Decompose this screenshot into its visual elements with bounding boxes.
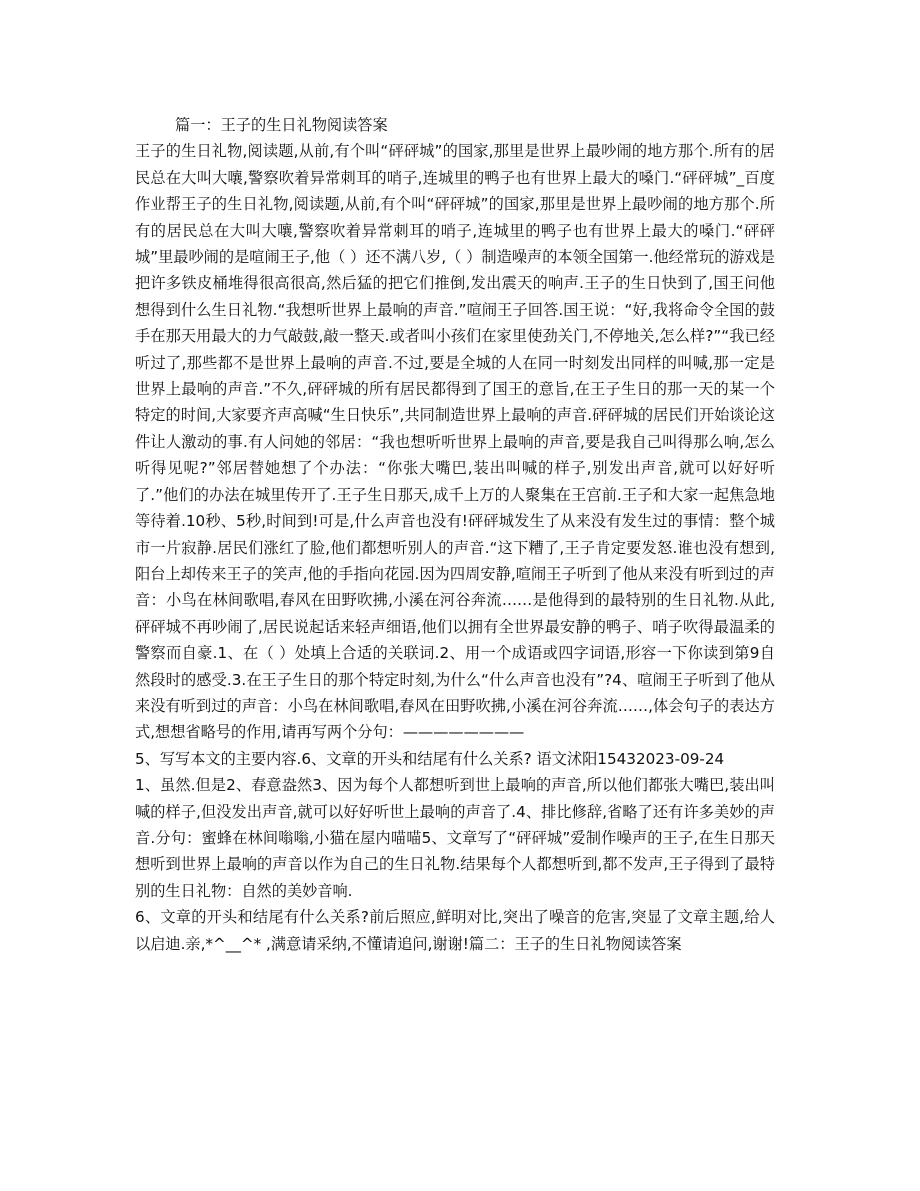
document-heading: 篇一：王子的生日礼物阅读答案 — [175, 116, 388, 134]
paragraph-closing: 6、文章的开头和结尾有什么关系?前后照应,鲜明对比,突出了噪音的危害,突显了文章主题,给人以启迪.亲,*^__^* ,满意请采纳,不懂请追问,谢谢!篇二：王子的生日礼物阅读答案 — [135, 908, 775, 953]
paragraph-questions-tail: 5、写写本文的主要内容.6、文章的开头和结尾有什么关系? 语文沭阳15432023-09-24 — [135, 749, 725, 768]
paragraph-story: 王子的生日礼物,阅读题,从前,有个叫“砰砰城”的国家,那里是世界上最吵闹的地方那个.所有的居民总在大叫大嚷,警察吹着异常刺耳的哨子,连城里的鸭子也有世界上最大的嗓门.“砰砰城”_百度作业帮王子的生日礼物,阅读题,从前,有个叫“砰砰城”的国家,那里是世界上最吵闹的地方那个.所有的居民总在大叫大嚷,警察吹着异常刺耳的哨子,连城里的鸭子也有世界上最大的嗓门.“砰砰城”里最吵闹的是喧闹王子,他（ ）还不满八岁,（ ）制造噪声的本领全国第一.他经常玩的游戏是把许多铁皮桶堆得很高很高,然后猛的把它们推倒,发出震天的响声.王子的生日快到了,国王问他想得到什么生日礼物.“我想听世界上最响的声音.”喧闹王子回答.国王说：“好,我将命令全国的鼓手在那天用最大的力气敲鼓,敲一整天.或者叫小孩们在家里使劲关门,不停地关,怎么样?”“我已经听过了,那些都不是世界上最响的声音.不过,要是全城的人在同一时刻发出同样的叫喊,那一定是世界上最响的声音.”不久,砰砰城的所有居民都得到了国王的意旨,在王子生日的那一天的某一个特定的时间,大家要齐声高喊“生日快乐”,共同制造世界上最响的声音.砰砰城的居民们开始谈论这件让人激动的事.有人问她的邻居：“我也想听听世界上最响的声音,要是我自己叫得那么响,怎么听得见呢?”邻居替她想了个办法：“你张大嘴巴,装出叫喊的样子,别发出声音,就可以好好听了.”他们的办法在城里传开了.王子生日那天,成千上万的人聚集在王宫前.王子和大家一起焦急地等待着.10秒、5秒,时间到!可是,什么声音也没有!砰砰城发生了从来没有发生过的事情：整个城市一片寂静.居民们涨红了脸,他们都想听别人的声音.“这下糟了,王子肯定要发怒.谁也没有想到,阳台上却传来王子的笑声,他的手指向花园.因为四周安静,喧闹王子听到了他从来没有听到过的声音：小鸟在林间歌唱,春风在田野吹拂,小溪在河谷奔流……是他得到的最特别的生日礼物.从此,砰砰城不再吵闹了,居民说起话来轻声细语,他们以拥有全世界最安静的鸭子、哨子吹得最温柔的警察而自豪.1、在（ ）处填上合适的关联词.2、用一个成语或四字词语,形容一下你读到第9自然段时的感受.3.在王子生日的那个特定时刻,为什么“什么声音也没有”?4、喧闹王子听到了他从来没有听到过的声音：小鸟在林间歌唱,春风在田野吹拂,小溪在河谷奔流……,体会句子的表达方式,想想省略号的作用,请再写两个分句：———————— — [135, 142, 775, 742]
paragraph-answers: 1、虽然.但是2、春意盎然3、因为每个人都想听到世上最响的声音,所以他们都张大嘴巴,装出叫喊的样子,但没发出声音,就可以好好听世上最响的声音了.4、排比修辞,省略了还有许多美妙的声音.分句：蜜蜂在林间嗡嗡,小猫在屋内喵喵5、文章写了“砰砰城”爱制作噪声的王子,在生日那天想听到世界上最响的声音以作为自己的生日礼物.结果每个人都想听到,都不发声,王子得到了最特别的生日礼物：自然的美妙音响. — [135, 776, 775, 900]
document-body — [135, 112, 775, 957]
